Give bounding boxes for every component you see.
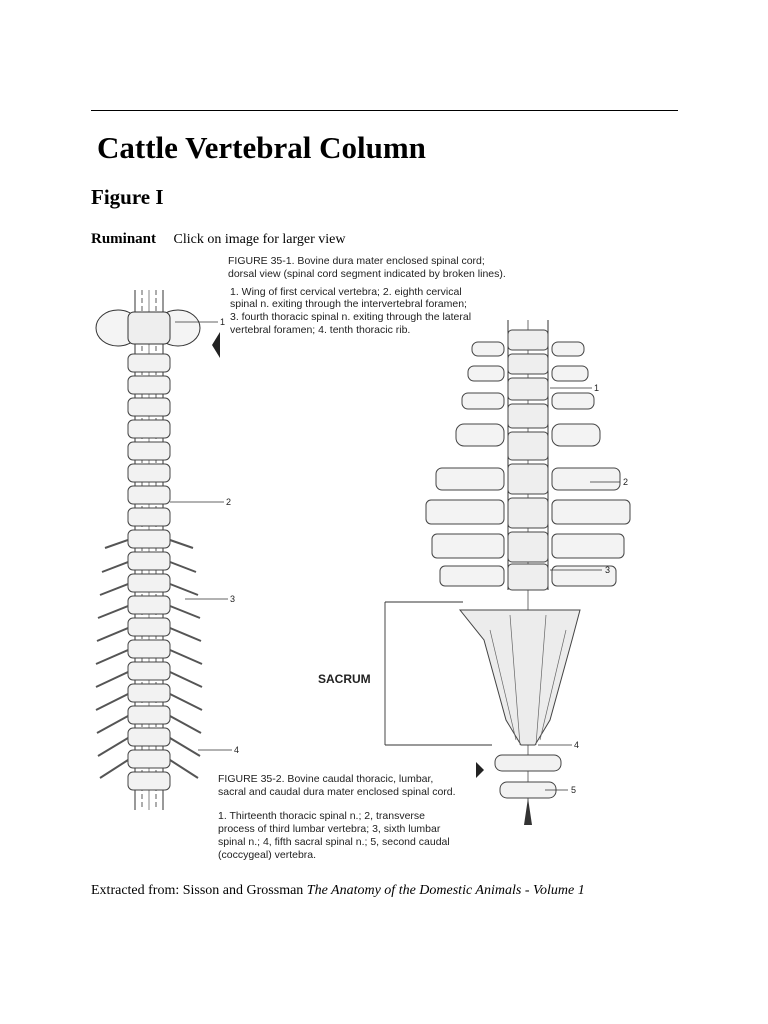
- figure-heading: Figure I: [91, 185, 164, 209]
- fig2-spine-drawing: [385, 320, 630, 825]
- fig2-caption-line2: sacral and caudal dura mater enclosed spinal cord.: [218, 786, 456, 798]
- fig1-legend-line1: 1. Wing of first cervical vertebra; 2. eighth cervical: [230, 286, 462, 298]
- fig1-marker-3: 3: [230, 594, 236, 604]
- credit-prefix: Extracted from: Sisson and Grossman: [91, 883, 307, 898]
- credit-book-title: The Anatomy of the Domestic Animals - Volume 1: [306, 883, 585, 898]
- sacrum-label: SACRUM: [318, 672, 371, 686]
- fig2-marker-2: 2: [623, 477, 629, 487]
- fig2-legend-line4: (coccygeal) vertebra.: [218, 849, 317, 861]
- fig2-marker-1: 1: [594, 383, 600, 393]
- fig2-legend-line3: spinal n.; 4, fifth sacral spinal n.; 5, second caudal: [218, 836, 450, 848]
- fig1-legend-line3: 3. fourth thoracic spinal n. exiting through the lateral: [230, 311, 472, 323]
- fig2-marker-3: 3: [605, 565, 611, 575]
- species-label: Ruminant: [91, 231, 157, 247]
- fig1-marker-4: 4: [234, 745, 240, 755]
- fig1-spine-drawing: [96, 290, 220, 810]
- fig1-caption-line2: dorsal view (spinal cord segment indicated by broken lines).: [228, 268, 506, 280]
- fig2-legend-line1: 1. Thirteenth thoracic spinal n.; 2, transverse: [218, 810, 425, 822]
- figure-label-row: [91, 231, 346, 248]
- fig2-markers: [538, 388, 620, 790]
- spinal-column-figure[interactable]: [80, 250, 640, 870]
- fig1-legend-line2: spinal n. exiting through the intervertebral foramen;: [230, 298, 467, 310]
- page-title: Cattle Vertebral Column: [97, 130, 426, 165]
- fig2-marker-5: 5: [571, 785, 577, 795]
- fig2-legend-line2: process of third lumbar vertebra; 3, sixth lumbar: [218, 823, 441, 835]
- click-hint-link[interactable]: Click on image for larger view: [173, 232, 346, 247]
- fig1-marker-1: 1: [220, 317, 226, 327]
- source-credit: [91, 883, 585, 899]
- fig1-marker-2: 2: [226, 497, 232, 507]
- fig2-caption-line1: FIGURE 35-2. Bovine caudal thoracic, lumbar,: [218, 773, 434, 785]
- fig1-legend-line4: vertebral foramen; 4. tenth thoracic rib.: [230, 324, 411, 336]
- fig2-marker-4: 4: [574, 740, 580, 750]
- horizontal-rule: [91, 110, 678, 111]
- fig1-caption-line1: FIGURE 35-1. Bovine dura mater enclosed spinal cord;: [228, 255, 485, 267]
